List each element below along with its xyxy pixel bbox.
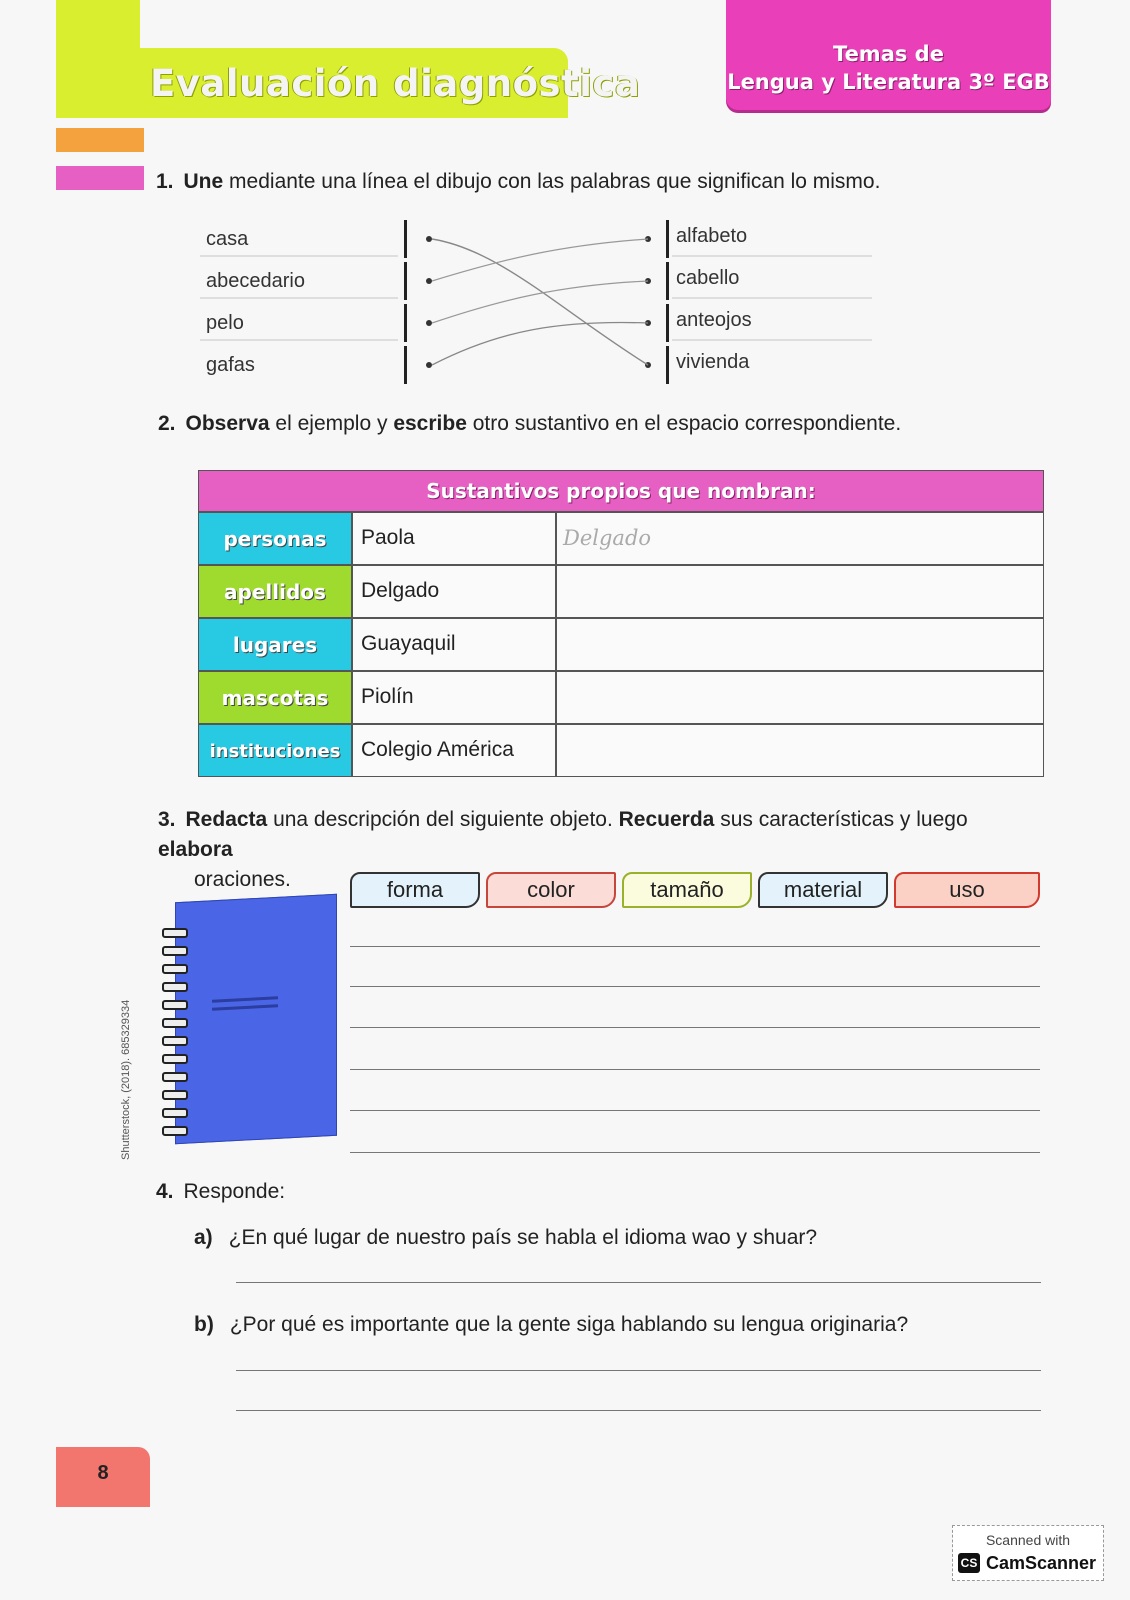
- writing-line[interactable]: [350, 1069, 1040, 1070]
- chip-uso: uso: [894, 872, 1040, 908]
- answer-field[interactable]: [556, 565, 1044, 618]
- spiral-ring: [162, 928, 188, 938]
- answer-field[interactable]: [556, 671, 1044, 724]
- question-verb: Recuerda: [618, 808, 715, 831]
- question-number: 2.: [158, 412, 176, 435]
- example-cell: Piolín: [352, 671, 556, 724]
- image-credit: Shutterstock, (2018). 685329334: [120, 999, 132, 1160]
- spiral-ring: [162, 1090, 188, 1100]
- match-left-word: casa: [206, 228, 249, 250]
- spiral-ring: [162, 1108, 188, 1118]
- spiral-ring: [162, 964, 188, 974]
- question-number: 4.: [156, 1180, 174, 1203]
- spiral-ring: [162, 982, 188, 992]
- spiral-ring: [162, 1000, 188, 1010]
- notebook-cover: [175, 894, 337, 1144]
- question-number: 1.: [156, 170, 174, 193]
- question-text: mediante una línea el dibujo con las palabras que significan lo mismo.: [229, 170, 881, 193]
- example-cell: Guayaquil: [352, 618, 556, 671]
- question-verb: Observa: [185, 412, 270, 435]
- question-verb: escribe: [393, 412, 467, 435]
- question-verb: Une: [183, 170, 224, 193]
- spiral-ring: [162, 1018, 188, 1028]
- answer-field[interactable]: [556, 618, 1044, 671]
- item-question: ¿Por qué es importante que la gente siga hablando su lengua originaria?: [229, 1313, 909, 1336]
- question-verb: Redacta: [185, 808, 268, 831]
- chip-forma: forma: [350, 872, 480, 908]
- question-text: una descripción del siguiente objeto.: [273, 808, 613, 831]
- match-right-word: vivienda: [676, 351, 750, 373]
- question-verb: elabora: [158, 838, 233, 861]
- answer-line[interactable]: [236, 1282, 1041, 1283]
- match-left-word: abecedario: [206, 270, 305, 292]
- category-label: mascotas: [198, 671, 352, 724]
- question-4: [156, 1180, 285, 1204]
- writing-line[interactable]: [350, 1110, 1040, 1111]
- topic-line-2: Lengua y Literatura 3º EGB: [727, 70, 1050, 94]
- question-text: el ejemplo y: [275, 412, 388, 435]
- writing-line[interactable]: [350, 946, 1040, 947]
- match-right-word: anteojos: [676, 309, 752, 331]
- item-label: a): [194, 1226, 213, 1249]
- question-4b: [194, 1313, 908, 1337]
- question-number: 3.: [158, 808, 176, 831]
- question-text: otro sustantivo en el espacio correspondiente.: [472, 412, 902, 435]
- chip-tamano: tamaño: [622, 872, 752, 908]
- chip-color: color: [486, 872, 616, 908]
- match-right-word: cabello: [676, 267, 740, 289]
- table-title: Sustantivos propios que nombran:: [198, 470, 1044, 512]
- question-text: sus características y luego: [720, 808, 968, 831]
- page-title: Evaluación diagnóstica: [150, 62, 641, 105]
- answer-field[interactable]: [556, 724, 1044, 777]
- question-title: Responde:: [183, 1180, 286, 1203]
- hand-drawn-lines: [0, 0, 1130, 420]
- category-label: instituciones: [198, 724, 352, 777]
- question-2: [158, 412, 901, 436]
- question-4a: [194, 1226, 817, 1250]
- spiral-ring: [162, 1072, 188, 1082]
- question-text: oraciones.: [194, 868, 291, 891]
- topic-line-1: Temas de: [833, 42, 944, 66]
- match-left-word: pelo: [206, 312, 244, 334]
- category-label: lugares: [198, 618, 352, 671]
- item-question: ¿En qué lugar de nuestro país se habla el idioma wao y shuar?: [228, 1226, 818, 1249]
- chip-material: material: [758, 872, 888, 908]
- category-label: apellidos: [198, 565, 352, 618]
- scanner-name: CamScanner: [986, 1553, 1097, 1573]
- answer-line[interactable]: [236, 1410, 1041, 1411]
- category-label: personas: [198, 512, 352, 565]
- spiral-ring: [162, 1126, 188, 1136]
- writing-line[interactable]: [350, 986, 1040, 987]
- example-cell: Colegio América: [352, 724, 556, 777]
- spiral-ring: [162, 1054, 188, 1064]
- example-cell: Delgado: [352, 565, 556, 618]
- answer-line[interactable]: [236, 1370, 1041, 1371]
- match-left-word: gafas: [206, 354, 255, 376]
- writing-line[interactable]: [350, 1152, 1040, 1153]
- scanner-caption: Scanned with: [985, 1532, 1071, 1548]
- spiral-ring: [162, 946, 188, 956]
- writing-line[interactable]: [350, 1027, 1040, 1028]
- item-label: b): [194, 1313, 214, 1336]
- camscanner-logo-icon: CS: [958, 1553, 980, 1573]
- match-right-word: alfabeto: [676, 225, 748, 247]
- example-cell: Paola: [352, 512, 556, 565]
- spiral-ring: [162, 1036, 188, 1046]
- page-number: 8: [97, 1462, 109, 1484]
- answer-field[interactable]: Delgado: [556, 512, 1044, 565]
